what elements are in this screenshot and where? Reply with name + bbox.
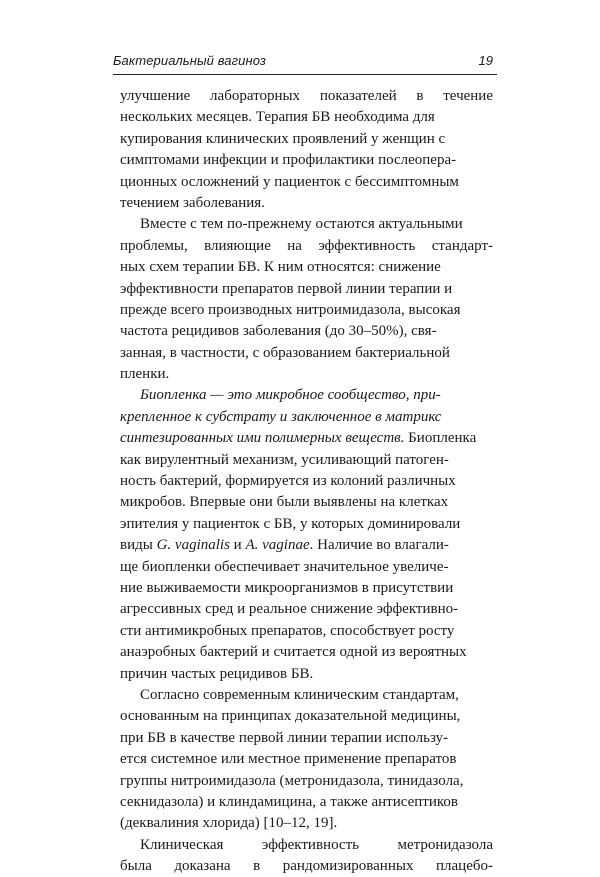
page-number: 19 bbox=[478, 53, 493, 68]
text-run: основанным на принципах доказательной медицины, bbox=[120, 708, 461, 725]
text-run: в bbox=[253, 858, 261, 875]
text-run: симптомами инфекции и профилактики послеопера- bbox=[120, 152, 457, 169]
running-title: Бактериальный вагиноз bbox=[113, 53, 267, 68]
text-line bbox=[120, 428, 493, 449]
text-run: ще биопленки обеспечивает значительное увеличе- bbox=[120, 558, 449, 575]
text-run: лабораторных bbox=[210, 88, 301, 104]
text-line bbox=[120, 728, 493, 749]
text-run: агрессивных сред и реальное снижение эффективно- bbox=[120, 601, 459, 618]
text-line bbox=[120, 642, 493, 663]
text-line bbox=[120, 664, 493, 685]
text-run: ется системное или местное применение препаратов bbox=[120, 751, 457, 768]
text-run: ционных осложнений у пациенток с бессимптомным bbox=[120, 173, 459, 190]
text-run: купирования клинических проявлений у женщин с bbox=[120, 130, 446, 147]
text-line bbox=[120, 792, 493, 813]
text-line bbox=[120, 813, 493, 834]
text-run: эффективности препаратов первой линии терапии и bbox=[120, 280, 453, 297]
text-line bbox=[120, 535, 493, 556]
text-run: течением заболевания. bbox=[120, 194, 265, 211]
text-line bbox=[120, 300, 493, 321]
text-run: эффективность bbox=[261, 836, 359, 853]
text-line bbox=[120, 321, 493, 342]
text-line bbox=[120, 578, 493, 599]
text-line bbox=[120, 514, 493, 535]
text-run: эффективность bbox=[318, 237, 416, 254]
text-run: рандомизированных bbox=[282, 858, 414, 875]
text-run: улучшение bbox=[120, 88, 191, 104]
text-run: Вместе с тем по-прежнему остаются актуальными bbox=[140, 216, 463, 233]
text-line bbox=[120, 193, 493, 214]
text-run: на bbox=[287, 237, 302, 254]
text-run: занная, в частности, с образованием бактериальной bbox=[120, 344, 450, 361]
text-line bbox=[120, 492, 493, 513]
text-run: и bbox=[229, 537, 246, 554]
text-run: (деквалиния хлорида) [10–12, 19]. bbox=[120, 815, 338, 832]
text-run: пленки. bbox=[120, 366, 170, 383]
italic-text: крепленное к субстрату и заключенное в матрикс bbox=[120, 408, 442, 425]
text-run: микробов. Впервые они были выявлены на клетках bbox=[120, 494, 449, 511]
text-line bbox=[120, 364, 493, 385]
text-run: эпителия у пациенток с БВ, у которых доминировали bbox=[120, 515, 461, 532]
text-run: доказана bbox=[174, 858, 231, 875]
text-line bbox=[120, 407, 493, 428]
italic-text: синтезированных ими полимерных веществ. bbox=[120, 430, 405, 447]
text-run: показателей bbox=[319, 88, 397, 104]
text-run: влияющие bbox=[204, 237, 271, 254]
text-run: плацебо- bbox=[436, 858, 493, 875]
text-run: нескольких месяцев. Терапия БВ необходима для bbox=[120, 109, 435, 126]
text-line bbox=[120, 257, 493, 278]
body-text bbox=[120, 86, 493, 877]
text-run: анаэробных бактерий и считается одной из вероятных bbox=[120, 644, 467, 661]
text-line bbox=[120, 835, 493, 856]
text-run: виды bbox=[120, 537, 157, 554]
text-line bbox=[120, 385, 493, 406]
text-line bbox=[120, 107, 493, 128]
italic-text: A. vaginae bbox=[245, 537, 310, 554]
text-run: Согласно современным клиническим стандартам, bbox=[140, 686, 459, 703]
text-run: ние выживаемости микроорганизмов в присутствии bbox=[120, 579, 454, 596]
text-line bbox=[120, 172, 493, 193]
text-run: причин частых рецидивов БВ. bbox=[120, 665, 314, 682]
text-line bbox=[120, 471, 493, 492]
running-header bbox=[113, 48, 497, 75]
text-line bbox=[120, 771, 493, 792]
text-run: прежде всего производных нитроимидазола, высокая bbox=[120, 301, 461, 318]
text-run: стандарт- bbox=[431, 237, 493, 254]
text-run: была bbox=[120, 858, 152, 875]
text-line bbox=[120, 236, 493, 257]
text-line bbox=[120, 450, 493, 471]
text-line bbox=[120, 621, 493, 642]
italic-text: G. vaginalis bbox=[156, 537, 230, 554]
text-line bbox=[120, 129, 493, 150]
text-run: ных схем терапии БВ. К ним относятся: снижение bbox=[120, 259, 441, 276]
text-run: группы нитроимидазола (метронидазола, тинидазола, bbox=[120, 772, 464, 789]
text-run: . Наличие во влагали- bbox=[309, 537, 449, 554]
text-run: метронидазола bbox=[397, 836, 493, 853]
text-run: проблемы, bbox=[120, 237, 188, 254]
italic-text: Биопленка — это микробное сообщество, при- bbox=[140, 387, 441, 404]
text-run: как вирулентный механизм, усиливающий патоген- bbox=[120, 451, 449, 468]
text-line bbox=[120, 150, 493, 171]
text-run: частота рецидивов заболевания (до 30–50%), свя- bbox=[120, 323, 437, 340]
text-run: ность бактерий, формируется из колоний различных bbox=[120, 473, 456, 490]
text-run: сти антимикробных препаратов, способствует росту bbox=[120, 622, 455, 639]
text-run: течение bbox=[443, 88, 493, 104]
text-line bbox=[120, 343, 493, 364]
text-run: в bbox=[416, 88, 424, 104]
text-line bbox=[120, 214, 493, 235]
text-line bbox=[120, 749, 493, 770]
text-line bbox=[120, 685, 493, 706]
text-line bbox=[120, 86, 493, 107]
text-run: Биопленка bbox=[404, 430, 477, 447]
text-run: секнидазола) и клиндамицина, а также антисептиков bbox=[120, 793, 458, 810]
text-line bbox=[120, 856, 493, 877]
text-line bbox=[120, 706, 493, 727]
text-line bbox=[120, 599, 493, 620]
text-run: при БВ в качестве первой линии терапии использу- bbox=[120, 729, 449, 746]
text-line bbox=[120, 557, 493, 578]
text-run: Клиническая bbox=[140, 836, 224, 853]
text-line bbox=[120, 279, 493, 300]
